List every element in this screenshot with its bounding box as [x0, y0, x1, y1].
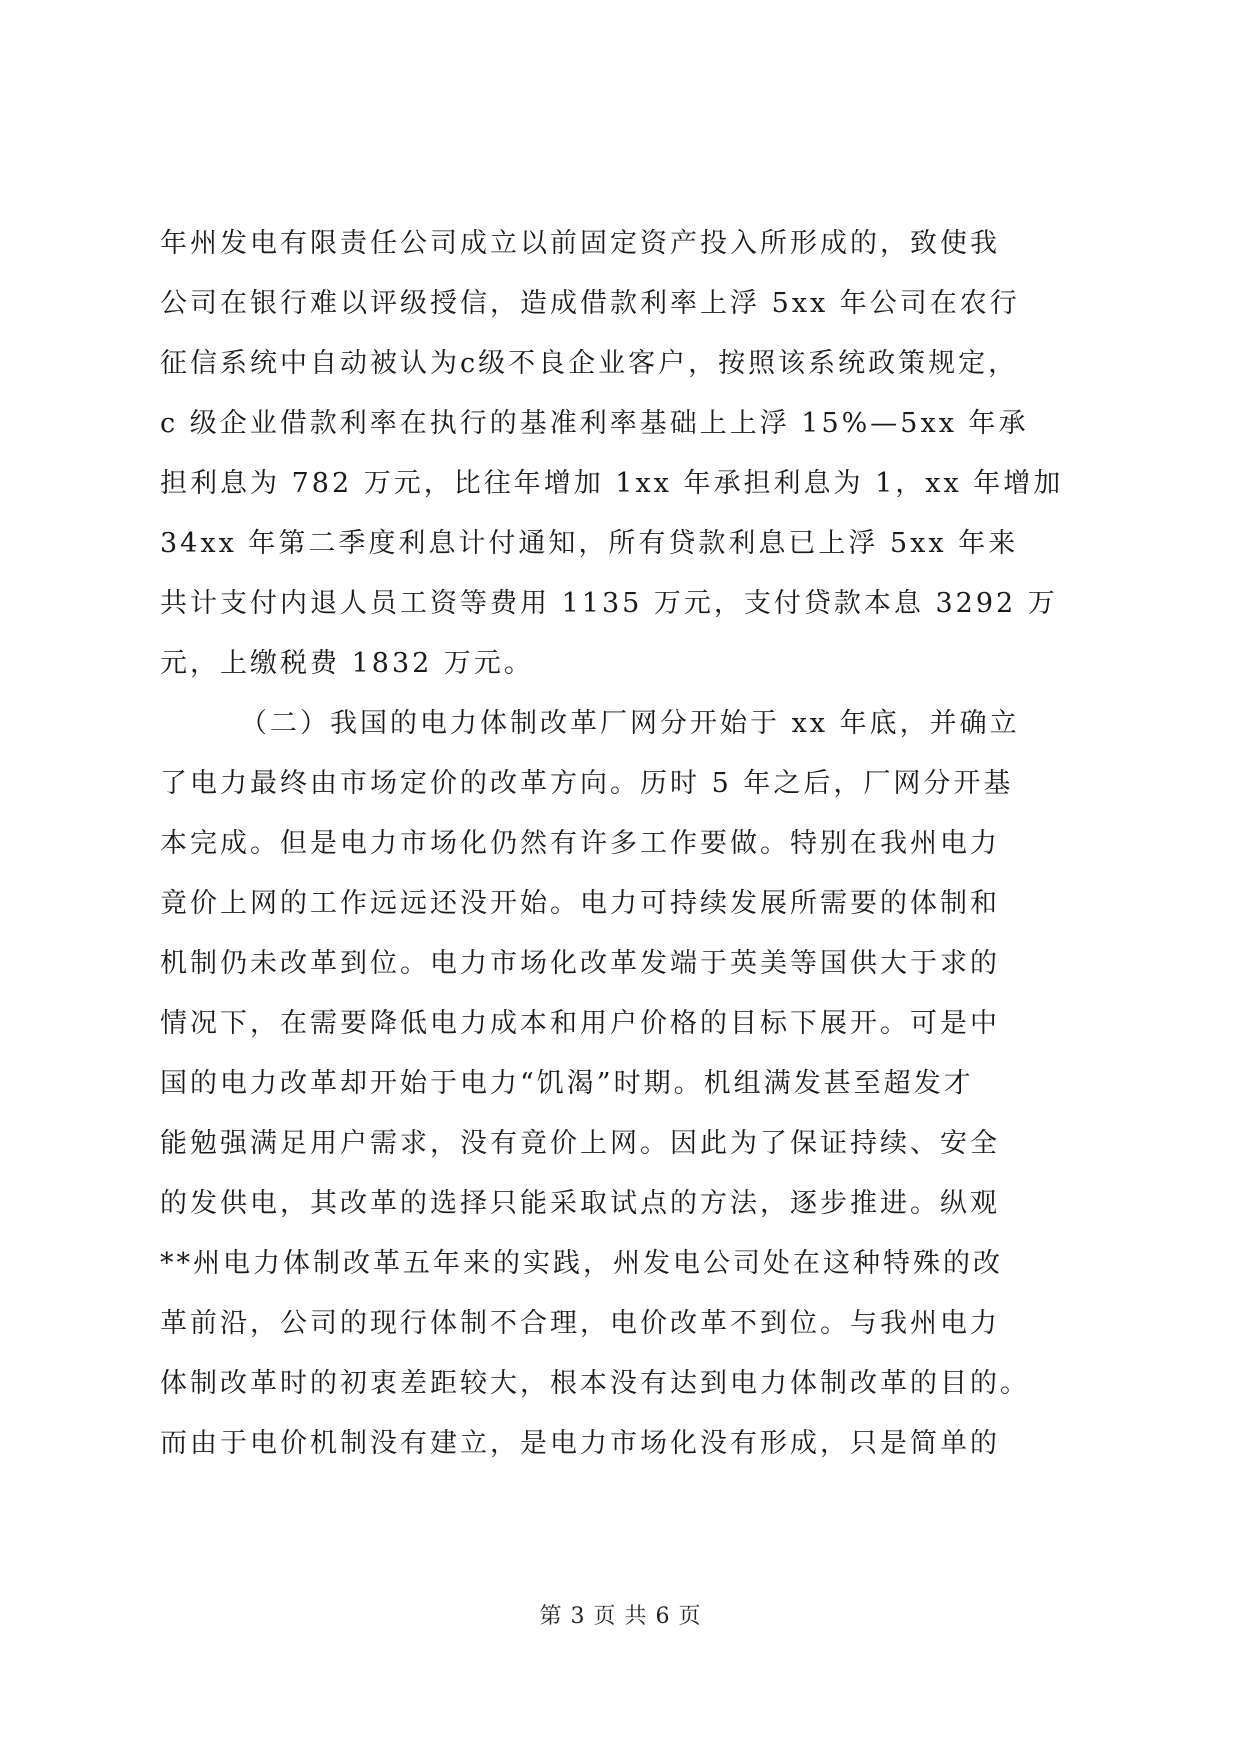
text-line: 而由于电价机制没有建立，是电力市场化没有形成，只是简单的	[160, 1428, 1000, 1459]
text-line: 革前沿，公司的现行体制不合理，电价改革不到位。与我州电力	[160, 1308, 1000, 1339]
text-line: 情况下，在需要降低电力成本和用户价格的目标下展开。可是中	[160, 1008, 1000, 1039]
text-line: 了电力最终由市场定价的改革方向。历时 5 年之后，厂网分开基	[160, 768, 1014, 799]
text-line: 体制改革时的初衷差距较大，根本没有达到电力体制改革的目的。	[160, 1368, 1030, 1399]
text-line: 公司在银行难以评级授信，造成借款利率上浮 5xx 年公司在农行	[160, 288, 1020, 319]
text-line: 国的电力改革却开始于电力“饥渴”时期。机组满发甚至超发才	[160, 1068, 974, 1099]
text-line: 本完成。但是电力市场化仍然有许多工作要做。特别在我州电力	[160, 828, 1000, 859]
text-line: 能勉强满足用户需求，没有竟价上网。因此为了保证持续、安全	[160, 1128, 1000, 1159]
text-line: 年州发电有限责任公司成立以前固定资产投入所形成的，致使我	[160, 228, 1000, 259]
paragraph-start-line: （二）我国的电力体制改革厂网分开始于 xx 年底，并确立	[240, 708, 1020, 739]
text-line: 34xx 年第二季度利息计付通知，所有贷款利息已上浮 5xx 年来	[160, 528, 1019, 559]
text-line: 共计支付内退人员工资等费用 1135 万元，支付贷款本息 3292 万	[160, 588, 1058, 619]
page-number-footer: 第 3 页 共 6 页	[539, 1604, 702, 1629]
body-text	[160, 214, 1120, 1474]
text-line: 元，上缴税费 1832 万元。	[160, 648, 534, 679]
text-line: 竟价上网的工作远远还没开始。电力可持续发展所需要的体制和	[160, 888, 1000, 919]
text-line: 的发供电，其改革的选择只能采取试点的方法，逐步推进。纵观	[160, 1188, 1000, 1219]
text-line: 担利息为 782 万元，比往年增加 1xx 年承担利息为 1，xx 年增加	[160, 468, 1064, 499]
text-line: **州电力体制改革五年来的实践，州发电公司处在这种特殊的改	[160, 1248, 1003, 1279]
text-line: 征信系统中自动被认为c级不良企业客户，按照该系统政策规定，	[160, 348, 1019, 379]
text-line: c 级企业借款利率在执行的基准利率基础上上浮 15%—5xx 年承	[160, 408, 1029, 439]
text-line: 机制仍未改革到位。电力市场化改革发端于英美等国供大于求的	[160, 948, 1000, 979]
